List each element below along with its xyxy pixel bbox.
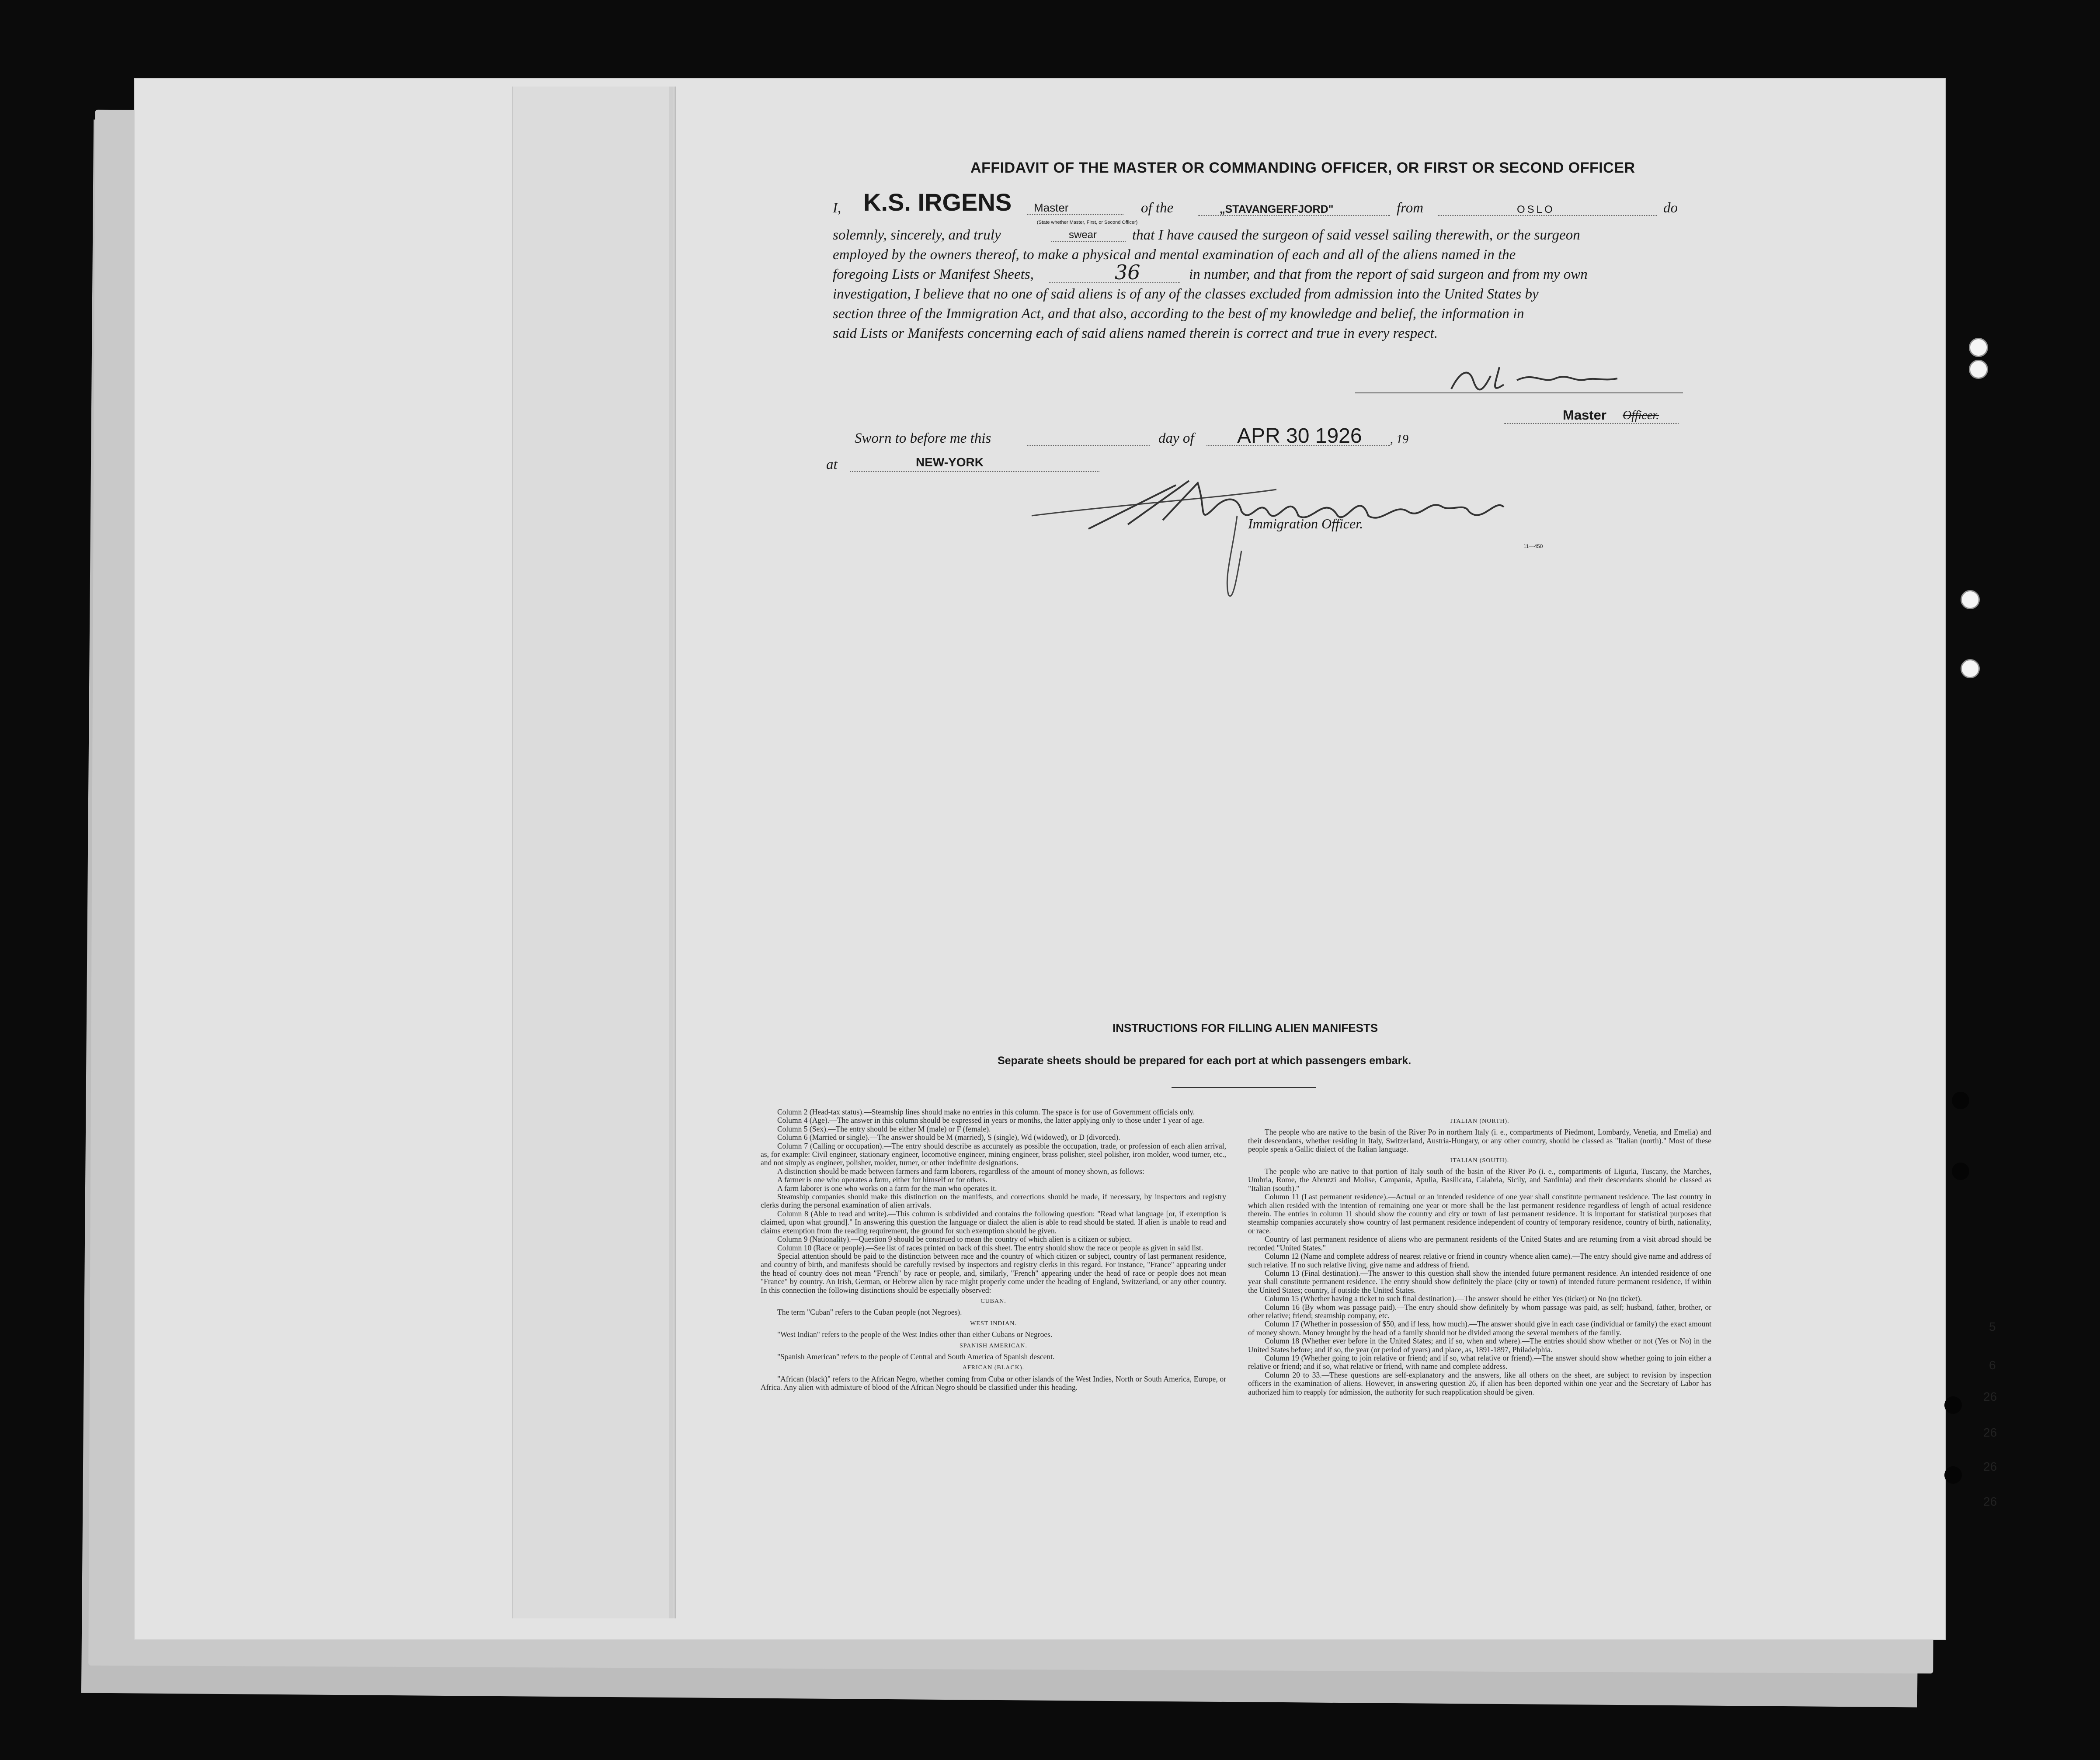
master-name: K.S. IRGENS	[863, 188, 1012, 216]
instructions-subtitle: Separate sheets should be prepared for each port at which passengers embark.	[998, 1055, 1412, 1067]
immigration-officer-signature	[1032, 463, 1600, 612]
instruction-paragraph: Column 18 (Whether ever before in the United States; and if so, when and where).—The entries should show whether or not (Yes or No) in the United States before; and if so, the year (or period of years) and place, as, 1891-1897, Philadelphia.	[1248, 1336, 1711, 1354]
instructions-left-column	[761, 1108, 1226, 1392]
instruction-paragraph: Column 16 (By whom was passage paid).—The entry should show definitely by whom passage was paid, as self; husband, father, brother, or other relative; friend; steamship company, etc.	[1248, 1302, 1711, 1320]
instruction-paragraph: Column 8 (Able to read and write).—This column is subdivided and contains the following question: "Read what language [or, if exemption is claimed, upon what ground]." In answering this question the language or dialect the alien is able to read should be stated. If alien is unable to read and claims exemption from the reading requirement, the ground for such exemption should be given.	[761, 1209, 1226, 1235]
instruction-paragraph: Column 11 (Last permanent residence).—Actual or an intended residence of one year shall constitute permanent residence. The last country in which alien resided with the intention of remaining one year or more shall be the last permanent residence regardless of length of actual residence therein. The entries in column 11 should show the country and city or town of last permanent residence. It is important for statistical purposes that steamship companies accurately show country of last permanent residence independent of country of temporary residence, country of birth, nationality, or race.	[1248, 1192, 1711, 1235]
instruction-heading: SPANISH AMERICAN.	[960, 1342, 1027, 1349]
instruction-paragraph: Column 17 (Whether in possession of $50, and if less, how much).—The answer should give in each case (individual or family) the exact amount of money shown. Money brought by the head of a family should not be divided among the several members of the family.	[1248, 1319, 1711, 1337]
instruction-paragraph: Country of last permanent residence of aliens who are permanent residents of the United States and are returning from a visit abroad should be recorded "United States."	[1248, 1235, 1711, 1252]
instruction-paragraph: Column 5 (Sex).—The entry should be either M (male) or F (female).	[777, 1124, 991, 1133]
signer-title: Master	[1563, 407, 1606, 423]
instruction-paragraph: A farm laborer is one who works on a farm for the man who operates it.	[777, 1184, 997, 1193]
instruction-paragraph: Column 7 (Calling or occupation).—The entry should describe as accurately as possible the occupation, trade, or profession of each alien arrival, as, for example: Civil engineer, stationary engineer, locomotive engineer, mining engineer, brass polisher, steel polisher, iron molder, wood turner, etc., and not simply as engineer, polisher, molder, turner, or other indefinite designations.	[761, 1141, 1226, 1167]
binding-hole	[1952, 1163, 1969, 1180]
edge-number: 5	[1989, 1320, 1996, 1333]
of-the-label: of the	[1141, 200, 1174, 216]
instruction-paragraph: The people who are native to the basin of the River Po in northern Italy (i. e., compartments of Piedmont, Lombardy, Venetia, and Emelia) and their descendants, whether residing in Italy, Switzerland, Austria-Hungary, or any other country, should be classed as "Italian (north)." Most of these people speak a Gallic dialect of the Italian language.	[1248, 1128, 1711, 1154]
edge-number: 6	[1989, 1358, 1996, 1372]
instruction-heading: AFRICAN (BLACK).	[962, 1364, 1025, 1371]
affidavit-line-2b: that I have caused the surgeon of said vessel sailing therewith, or the surgeon	[1132, 227, 1580, 243]
affidavit-title: AFFIDAVIT OF THE MASTER OR COMMANDING OFFICER, OR FIRST OR SECOND OFFICER	[970, 160, 1635, 176]
edge-number: 26	[1983, 1460, 1997, 1473]
binding-hole	[1944, 1396, 1962, 1414]
affidavit-line-2a: solemnly, sincerely, and truly	[833, 227, 1001, 243]
binding-hole	[1944, 1466, 1962, 1484]
instruction-paragraph: "West Indian" refers to the people of the West Indies other than either Cubans or Negroes.	[777, 1330, 1053, 1339]
instruction-paragraph: Column 10 (Race or people).—See list of races printed on back of this sheet. The entry should show the race or people as given in said list.	[777, 1243, 1203, 1252]
instruction-heading: ITALIAN (NORTH).	[1450, 1118, 1509, 1125]
affidavit-line-6: section three of the Immigration Act, and that also, according to the best of my knowledge and belief, the information in	[833, 306, 1524, 322]
instruction-paragraph: Steamship companies should make this distinction on the manifests, and corrections should be made, if necessary, by inspectors and registry clerks during the personal examination of alien arrivals.	[761, 1192, 1226, 1210]
instruction-heading: ITALIAN (SOUTH).	[1450, 1157, 1509, 1164]
immigration-officer-label: Immigration Officer.	[1248, 516, 1363, 531]
instructions-title: INSTRUCTIONS FOR FILLING ALIEN MANIFESTS	[1113, 1021, 1378, 1034]
page-fold-edge	[669, 87, 674, 1618]
instruction-paragraph: A farmer is one who operates a farm, either for himself or for others.	[777, 1175, 987, 1184]
rank-hint: (State whether Master, First, or Second Officer)	[1037, 220, 1138, 225]
instruction-paragraph: Column 13 (Final destination).—The answer to this question shall show the intended future permanent residence. An intended residence of one year shall constitute permanent residence. The entry should show definitely the place (city or town) of intended future permanent residence, if within the United States; country, if outside the United States.	[1248, 1268, 1711, 1295]
instruction-paragraph: Column 6 (Married or single).—The answer should be M (married), S (single), Wd (widowed), or D (divorced).	[777, 1133, 1120, 1142]
instruction-paragraph: Column 9 (Nationality).—Question 9 should be construed to mean the country of which alien is a citizen or subject.	[777, 1235, 1132, 1244]
sheet-count: 36	[1115, 260, 1140, 284]
instruction-paragraph: "African (black)" refers to the African Negro, whether coming from Cuba or other islands of the West Indies, North or South America, Europe, or Africa. Any alien with admixture of blood of the African Negro should be classified under this heading.	[761, 1374, 1226, 1392]
sworn-label: Sworn to before me this	[855, 430, 991, 446]
from-label: from	[1397, 200, 1424, 216]
instruction-paragraph: Column 12 (Name and complete address of nearest relative or friend in country whence alien came).—The entry should give name and address of such relative. If no such relative living, give name and address of friend.	[1248, 1252, 1711, 1269]
instruction-paragraph: Special attention should be paid to the distinction between race and the country of which citizen or subject, country of last permanent residence, and country of birth, and manifests should be carefully revised by inspectors and registry clerks in this regard. For instance, "France" appearing under the head of country does not mean "French" by race or people, and, similarly, "French" appearing under the head of race or people does not mean "France" by country. An Irish, German, or Hebrew alien by race might properly come under the heading of England, Switzerland, or any other country. In this connection the following distinctions should be especially observed:	[761, 1251, 1226, 1295]
punch-hole	[1969, 338, 1988, 357]
officer-rank: Master	[1034, 201, 1069, 214]
instruction-paragraph: Column 15 (Whether having a ticket to such final destination).—The answer should be either Yes (ticket) or No (no ticket).	[1265, 1294, 1642, 1303]
master-signature	[1443, 358, 1626, 398]
section-rule	[1172, 1087, 1316, 1088]
edge-number: 26	[1983, 1390, 1997, 1403]
instruction-paragraph: Column 4 (Age).—The answer in this column should be expressed in years or months, the latter applying only to those under 1 year of age.	[777, 1116, 1204, 1125]
binding-hole	[1952, 1092, 1969, 1109]
year-prefix: , 19	[1390, 433, 1408, 446]
affidavit-i: I,	[833, 200, 841, 216]
signer-title-struck: Officer.	[1623, 409, 1659, 422]
punch-hole	[1961, 659, 1980, 678]
affidavit-line-7: said Lists or Manifests concerning each of said aliens named therein is correct and true in every respect.	[833, 326, 1438, 341]
instruction-paragraph: "Spanish American" refers to the people of Central and South America of Spanish descent.	[777, 1352, 1055, 1361]
edge-number: 26	[1983, 1426, 1997, 1439]
instructions-right-column	[1248, 1114, 1711, 1396]
instruction-paragraph: A distinction should be made between farmers and farm laborers, regardless of the amount of money shown, as follows:	[777, 1166, 1144, 1176]
sworn-date: APR 30 1926	[1237, 424, 1362, 448]
edge-number: 26	[1983, 1495, 1997, 1508]
affidavit-line-4a: foregoing Lists or Manifest Sheets,	[833, 267, 1034, 282]
instruction-paragraph: The people who are native to that portion of Italy south of the basin of the River Po (i. e., compartments of Liguria, Tuscany, the Marches, Umbria, Rome, the Abruzzi and Molise, Campania, Apulia, Basilicata, Calabria, Sicily, and Sardinia) and their descendants should be classed as "Italian (south)."	[1248, 1167, 1711, 1193]
do-label: do	[1663, 200, 1678, 216]
affidavit-line-5: investigation, I believe that no one of said aliens is of any of the classes excluded from admission into the United States by	[833, 286, 1539, 302]
day-of-label: day of	[1158, 430, 1194, 446]
page-fold-strip	[512, 87, 676, 1618]
oath-word: swear	[1069, 229, 1097, 241]
instruction-paragraph: The term "Cuban" refers to the Cuban people (not Negroes).	[777, 1308, 962, 1317]
affidavit-line-4b: in number, and that from the report of said surgeon and from my own	[1189, 267, 1588, 282]
punch-hole	[1969, 360, 1988, 379]
instruction-heading: WEST INDIAN.	[970, 1320, 1017, 1327]
affidavit-line-3: employed by the owners thereof, to make a physical and mental examination of each and all of the aliens named in the	[833, 247, 1516, 263]
at-label: at	[826, 457, 838, 472]
ship-name: „STAVANGERFJORD"	[1220, 203, 1334, 215]
sworn-place: NEW-YORK	[916, 455, 984, 469]
port-of-departure: OSLO	[1517, 204, 1555, 215]
instruction-paragraph: Column 19 (Whether going to join relative or friend; and if so, what relative or friend).—The answer should show whether going to join either a relative or friend; and if so, what relative or friend, with name and complete address.	[1248, 1353, 1711, 1371]
form-number: 11—450	[1523, 543, 1543, 549]
instruction-heading: CUBAN.	[980, 1298, 1006, 1305]
instruction-paragraph: Column 20 to 33.—These questions are self-explanatory and the answers, like all others on the sheet, are subject to revision by inspection officers in the examination of aliens. However, in answering question 26, if alien has been deported within one year and the Secretary of Labor has authorized him to reapply for admission, the authority for such reapplication should be given.	[1248, 1370, 1711, 1396]
punch-hole	[1961, 590, 1980, 609]
instruction-paragraph: Column 2 (Head-tax status).—Steamship lines should make no entries in this column. The space is for use of Government officials only.	[777, 1107, 1195, 1116]
